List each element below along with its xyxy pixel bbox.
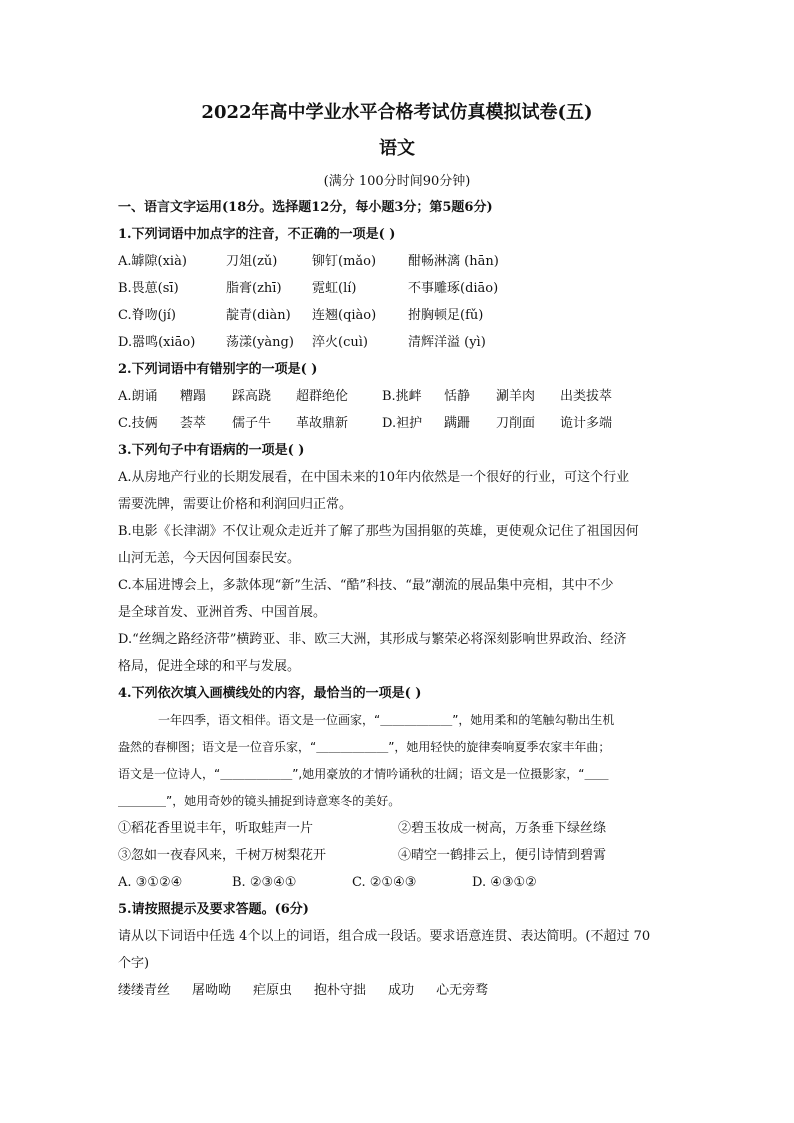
- question-3-stem: 3.下列句子中有语病的一项是( ): [118, 443, 305, 458]
- word: D.嚣鸣(xiāo): [118, 335, 196, 350]
- word: 刀俎(zǔ): [226, 254, 278, 269]
- exam-info: (满分 100分时间90分钟): [323, 174, 471, 189]
- word: 荟萃: [180, 416, 207, 431]
- word: 屠呦呦: [192, 983, 232, 998]
- word: 心无旁骛: [436, 983, 489, 998]
- choice: D. ④③①②: [472, 875, 537, 890]
- word: C.技俩: [118, 416, 158, 431]
- word: 淬火(cuì): [312, 335, 368, 350]
- question-3-line: 需要洗牌，需要让价格和利润回归正常。: [118, 497, 353, 512]
- exam-subject: 语文: [379, 138, 415, 159]
- word: 超群绝伦: [296, 389, 349, 404]
- question-1-option-b: [118, 275, 678, 302]
- question-5-line: 个字): [118, 956, 150, 971]
- question-2-row-1: [118, 383, 678, 410]
- question-4-stem: 4.下列依次填入画横线处的内容，最恰当的一项是( ): [118, 686, 422, 701]
- question-1-option-c: [118, 302, 678, 329]
- question-3-line: C.本届进博会上，多款体现“新”生活、“酷”科技、“最”潮流的展品集中亮相，其中不少: [118, 578, 614, 593]
- word: 脂膏(zhī): [226, 281, 282, 296]
- question-4-passage-line: 语文是一位诗人，“＿＿＿＿＿＿”,她用豪放的才情吟诵秋的壮阔；语文是一位摄影家，“＿＿: [118, 767, 609, 781]
- word: 诡计多端: [560, 416, 613, 431]
- choice: C. ②①④③: [352, 875, 417, 890]
- word: 抱朴守拙: [314, 983, 367, 998]
- item: ②碧玉妆成一树高，万条垂下绿丝绦: [398, 821, 607, 836]
- word: 刀削面: [496, 416, 536, 431]
- question-2-row-2: [118, 410, 678, 437]
- word: 酣畅淋漓 (hān): [408, 254, 499, 269]
- question-1-option-a: [118, 248, 678, 275]
- exam-title: 2022年高中学业水平合格考试仿真模拟试卷(五): [201, 102, 593, 123]
- question-5-words: [118, 977, 678, 1004]
- word: 拊胸顿足(fǔ): [408, 308, 484, 323]
- word: 出类拔萃: [560, 389, 613, 404]
- word: 铆钉(mǎo): [312, 254, 377, 269]
- question-3-line: 格局，促进全球的和平与发展。: [118, 659, 301, 674]
- word: 霓虹(lí): [312, 281, 357, 296]
- word: 革故鼎新: [296, 416, 349, 431]
- word: 连翘(qiào): [312, 308, 377, 323]
- section-heading: 一、语言文字运用(18分。选择题12分，每小题3分；第5题6分): [118, 200, 493, 215]
- word: C.脊吻(jí): [118, 308, 176, 323]
- word: B.挑衅: [382, 389, 422, 404]
- word: 踩高跷: [232, 389, 272, 404]
- word: A.朗诵: [118, 389, 158, 404]
- exam-content: [118, 194, 678, 1004]
- word: 疟原虫: [253, 983, 293, 998]
- question-4-items-row-1: [118, 815, 678, 842]
- word: 儒子牛: [232, 416, 272, 431]
- word: 不事雕琢(diāo): [408, 281, 499, 296]
- question-3-line: 是全球首发、亚洲首秀、中国首展。: [118, 605, 327, 620]
- question-2-stem: 2.下列词语中有错别字的一项是( ): [118, 362, 318, 377]
- question-5-line: 请从以下词语中任选 4个以上的词语，组合成一段话。要求语意连贯、表达简明。(不超过 70: [118, 929, 651, 944]
- word: 涮羊肉: [496, 389, 536, 404]
- word: A.罅隙(xià): [118, 254, 187, 269]
- word: D.袒护: [382, 416, 423, 431]
- question-4-passage-line: 盎然的春柳图；语文是一位音乐家，“＿＿＿＿＿＿”，她用轻快的旋律奏响夏季农家丰年曲；: [118, 740, 611, 754]
- word: 蹒跚: [444, 416, 471, 431]
- word: 靛青(diàn): [226, 308, 291, 323]
- word: 糟蹋: [180, 389, 207, 404]
- word: 缕缕青丝: [118, 983, 171, 998]
- question-4-passage-line: 一年四季，语文相伴。语文是一位画家，“＿＿＿＿＿＿”，她用柔和的笔触勾勒出生机: [158, 713, 615, 727]
- word: 恬静: [444, 389, 471, 404]
- question-3-line: A.从房地产行业的长期发展看，在中国未来的10年内依然是一个很好的行业，可这个行业: [118, 470, 630, 485]
- question-5-stem: 5.请按照提示及要求答题。(6分): [118, 902, 309, 917]
- question-1-stem: 1.下列词语中加点字的注音，不正确的一项是( ): [118, 227, 396, 242]
- question-1-option-d: [118, 329, 678, 356]
- choice: A. ③①②④: [118, 875, 183, 890]
- word: 荡漾(yàng): [226, 335, 294, 350]
- question-4-choices: [118, 869, 678, 896]
- question-3-line: 山河无恙，今天因何国泰民安。: [118, 551, 301, 566]
- question-3-line: B.电影《长津湖》不仅让观众走近并了解了那些为国捐躯的英雄，更使观众记住了祖国因何: [118, 524, 639, 539]
- choice: B. ②③④①: [232, 875, 297, 890]
- question-4-items-row-2: [118, 842, 678, 869]
- question-4-passage-line: ＿＿＿＿”，她用奇妙的镜头捕捉到诗意寒冬的美好。: [118, 794, 401, 808]
- word: B.畏葸(sī): [118, 281, 179, 296]
- question-3-line: D.“丝绸之路经济带”横跨亚、非、欧三大洲，其形成与繁荣必将深刻影响世界政治、经济: [118, 632, 627, 647]
- item: ④晴空一鹤排云上，便引诗情到碧霄: [398, 848, 607, 863]
- word: 清辉洋溢 (yì): [408, 335, 486, 350]
- item: ①稻花香里说丰年，听取蛙声一片: [118, 821, 314, 836]
- item: ③忽如一夜春风来，千树万树梨花开: [118, 848, 327, 863]
- word: 成功: [388, 983, 415, 998]
